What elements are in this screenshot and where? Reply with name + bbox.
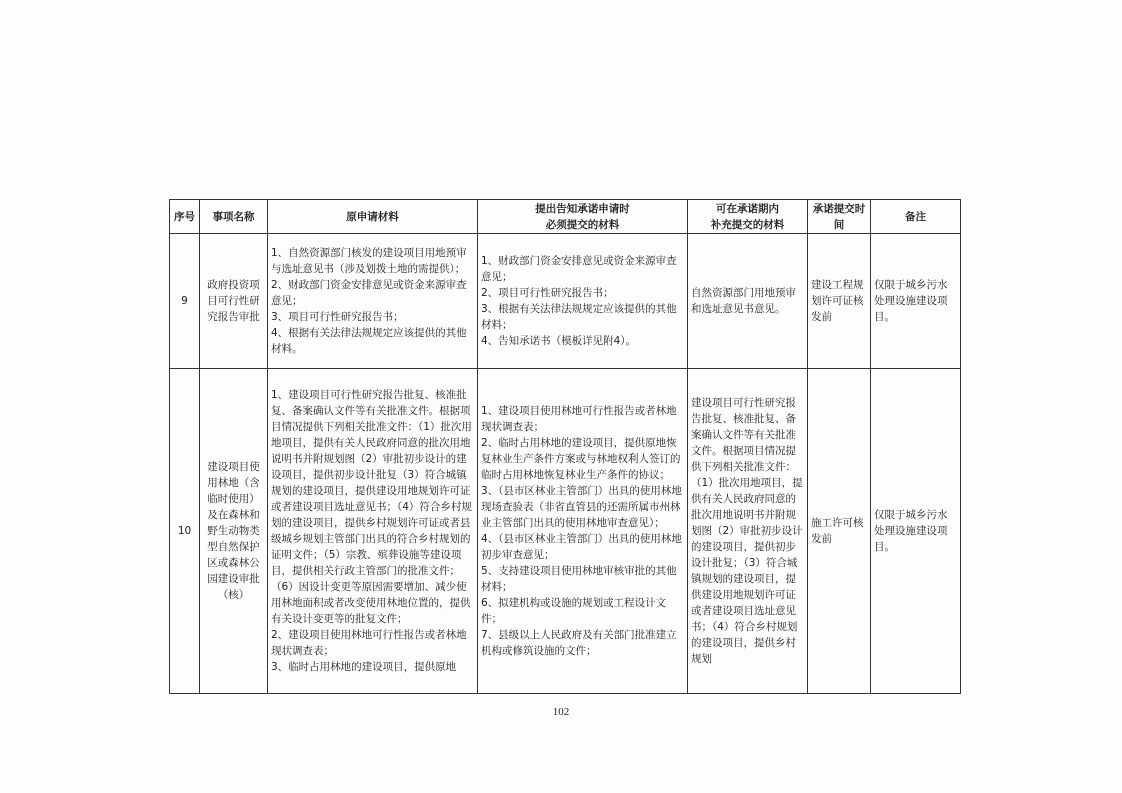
row-original-materials: [268, 369, 478, 694]
header-required-line-1: 提出告知承诺申请时: [535, 202, 630, 215]
table-row: [170, 369, 961, 694]
required-item: 4、告知承诺书（模板详见附4）。: [481, 335, 637, 347]
row-deadline: 建设工程规划许可证核发前: [808, 234, 871, 369]
row-required-materials: [478, 234, 688, 369]
required-item: 6、拟建机构或设施的规划或工程设计文件；: [481, 597, 667, 625]
header-supplement-materials: [688, 200, 808, 234]
table-row: [170, 234, 961, 369]
row-name: 建设项目使用林地（含临时使用）及在森林和野生动物类型自然保护区或森林公园建设审批（核）: [200, 369, 268, 694]
row-seq: 9: [170, 234, 200, 369]
row-remark: 仅限于城乡污水处理设施建设项目。: [871, 234, 961, 369]
required-item: 4、（县市区林业主管部门）出具的使用林地初步审查意见；: [481, 533, 682, 561]
row-name: 政府投资项目可行性研究报告审批: [200, 234, 268, 369]
header-original-materials: 原申请材料: [268, 200, 478, 234]
required-item: 3、（县市区林业主管部门）出具的使用林地现场查验表（非省直管县的还需所属市州林业主管部门出具的使用林地审查意见）；: [481, 485, 682, 529]
header-seq: 序号: [170, 200, 200, 234]
row-required-materials: [478, 369, 688, 694]
required-item: 2、项目可行性研究报告书；: [481, 287, 614, 299]
header-required-materials: [478, 200, 688, 234]
page-number: 102: [552, 706, 570, 718]
table-header-row: [170, 200, 961, 234]
original-item: 2、建设项目使用林地可行性报告或者林地现状调查表；: [271, 629, 467, 657]
header-required-line-2: 必须提交的材料: [545, 218, 620, 231]
required-item: 1、财政部门资金安排意见或资金来源审查意见；: [481, 255, 677, 283]
required-item: 3、根据有关法律法规规定应该提供的其他材料；: [481, 303, 677, 331]
row-deadline: 施工许可核发前: [808, 369, 871, 694]
original-item: 3、项目可行性研究报告书；: [271, 311, 404, 323]
original-item: 1、建设项目可行性研究报告批复、核准批复、备案确认文件等有关批准文件。根据项目情况提供下列相关批准文件：（1）批次用地项目，提供有关人民政府同意的批次用地说明书并附规划图（2）审批初步设计的建设项目，提供初步设计批复（3）符合城镇规划的建设项目，提供建设用地规划许可证或者建设项目选址意见书；（4）符合乡村规划的建设项目，提供乡村规划许可证或者县级城乡规划主管部门出具的符合乡村规划的证明文件；（5）宗教、殡葬设施等建设项目，提供相关行政主管部门的批准文件；（6）因设计变更等原因需要增加、减少使用林地面积或者改变使用林地位置的，提供有关设计变更等的批复文件；: [271, 389, 472, 625]
row-seq: 10: [170, 369, 200, 694]
header-name: 事项名称: [200, 200, 268, 234]
header-supplement-line-2: 补充提交的材料: [710, 218, 785, 231]
required-item: 2、临时占用林地的建设项目，提供原地恢复林业生产条件方案或与林地权利人签订的临时占用林地恢复林业生产条件的协议；: [481, 437, 681, 481]
row-original-materials: [268, 234, 478, 369]
required-item: 1、建设项目使用林地可行性报告或者林地现状调查表；: [481, 405, 677, 433]
header-deadline: 承诺提交时间: [808, 200, 871, 234]
header-supplement-line-1: 可在承诺期内: [716, 202, 779, 215]
materials-table: [169, 199, 961, 694]
row-supplement-materials: 自然资源部门用地预审和选址意见书意见。: [688, 234, 808, 369]
required-item: 5、支持建设项目使用林地审核审批的其他材料；: [481, 565, 677, 593]
row-remark: 仅限于城乡污水处理设施建设项目。: [871, 369, 961, 694]
original-item: 4、根据有关法律法规规定应该提供的其他材料。: [271, 327, 467, 355]
original-item: 3、临时占用林地的建设项目，提供原地: [271, 661, 457, 673]
required-item: 7、县级以上人民政府及有关部门批准建立机构或修筑设施的文件；: [481, 629, 677, 657]
row-supplement-materials: 建设项目可行性研究报告批复、核准批复、备案确认文件等有关批准文件。根据项目情况提供下列相关批准文件：（1）批次用地项目，提供有关人民政府同意的批次用地说明书并附规划图（2）审批初步设计的建设项目，提供初步设计批复；（3）符合城镇规划的建设项目，提供建设用地规划许可证或者建设项目选址意见书；（4）符合乡村规划的建设项目，提供乡村规划: [688, 369, 808, 694]
header-remark: 备注: [871, 200, 961, 234]
original-item: 1、自然资源部门核发的建设项目用地预审与选址意见书（涉及划拨土地的需提供）；: [271, 247, 467, 275]
original-item: 2、财政部门资金安排意见或资金来源审查意见；: [271, 279, 467, 307]
